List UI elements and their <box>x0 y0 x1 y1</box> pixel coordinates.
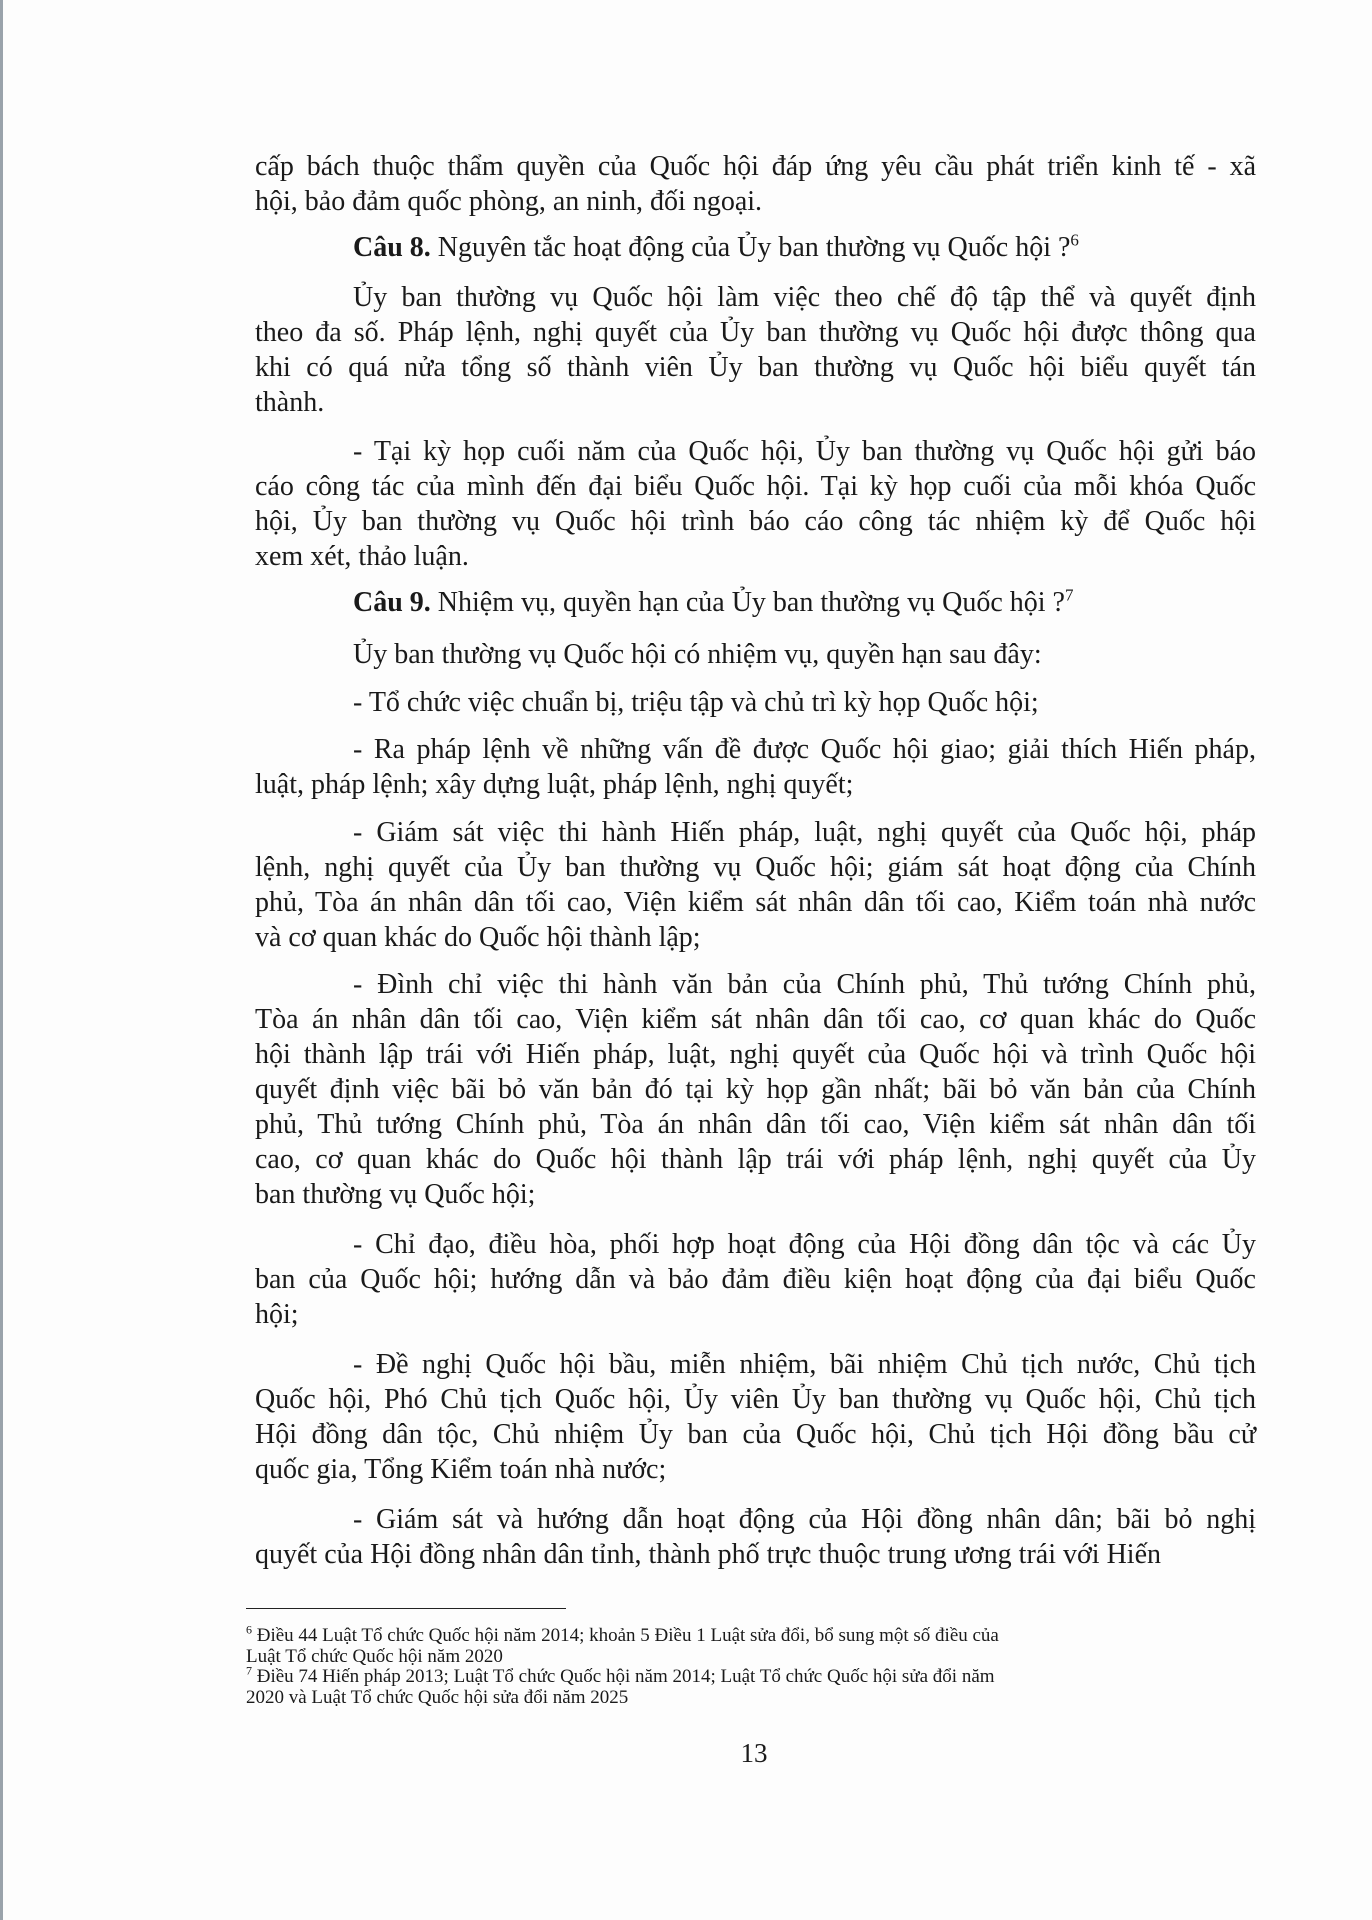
question-text: Nhiệm vụ, quyền hạn của Ủy ban thường vụ Quốc hội ? <box>430 587 1065 618</box>
list-item <box>255 1347 1256 1487</box>
footnote-ref: 7 <box>1064 585 1074 605</box>
footnote-separator <box>246 1608 566 1609</box>
paragraph-principle <box>255 280 1256 420</box>
text-line: và cơ quan khác do Quốc hội thành lập; <box>255 922 701 953</box>
footnote-text: Điều 44 Luật Tổ chức Quốc hội năm 2014; khoản 5 Điều 1 Luật sửa đổi, bổ sung một số điều của <box>252 1625 999 1646</box>
paragraph-continuation <box>255 149 1256 219</box>
question-9-heading <box>255 585 1256 620</box>
question-label: Câu 9. <box>353 587 431 618</box>
text-line: Ủy ban thường vụ Quốc hội làm việc theo chế độ tập thể và quyết định <box>353 282 1256 313</box>
list-item <box>255 1227 1256 1332</box>
text-line: phủ, Thủ tướng Chính phủ, Tòa án nhân dân tối cao, Viện kiểm sát nhân dân tối <box>255 1109 1256 1140</box>
footnote-7 <box>246 1663 1256 1688</box>
question-text: Nguyên tắc hoạt động của Ủy ban thường vụ Quốc hội ? <box>430 232 1071 263</box>
text-line: Ủy ban thường vụ Quốc hội có nhiệm vụ, quyền hạn sau đây: <box>353 639 1042 670</box>
text-line: quyết của Hội đồng nhân dân tỉnh, thành phố trực thuộc trung ương trái với Hiến <box>255 1539 1162 1570</box>
text-line: phủ, Tòa án nhân dân tối cao, Viện kiểm sát nhân dân tối cao, Kiểm toán nhà nước <box>255 887 1256 918</box>
text-line: cáo công tác của mình đến đại biểu Quốc hội. Tại kỳ họp cuối của mỗi khóa Quốc <box>255 471 1256 502</box>
text-line: cấp bách thuộc thẩm quyền của Quốc hội đáp ứng yêu cầu phát triển kinh tế - xã <box>255 151 1256 182</box>
footnote-ref: 6 <box>1070 230 1079 250</box>
text-line: khi có quá nửa tổng số thành viên Ủy ban thường vụ Quốc hội biểu quyết tán <box>255 352 1256 383</box>
text-line: Quốc hội, Phó Chủ tịch Quốc hội, Ủy viên Ủy ban thường vụ Quốc hội, Chủ tịch <box>255 1384 1256 1415</box>
footnotes <box>246 1622 1256 1708</box>
footnote-text: Điều 74 Hiến pháp 2013; Luật Tổ chức Quốc hội năm 2014; Luật Tổ chức Quốc hội sửa đổi năm <box>252 1666 995 1687</box>
text-line: - Giám sát và hướng dẫn hoạt động của Hội đồng nhân dân; bãi bỏ nghị <box>353 1504 1256 1535</box>
footnote-6-cont: Luật Tổ chức Quốc hội năm 2020 <box>246 1645 503 1667</box>
text-line: lệnh, nghị quyết của Ủy ban thường vụ Quốc hội; giám sát hoạt động của Chính <box>255 852 1256 883</box>
text-line: theo đa số. Pháp lệnh, nghị quyết của Ủy ban thường vụ Quốc hội được thông qua <box>255 317 1256 348</box>
text-line: quyết định việc bãi bỏ văn bản đó tại kỳ họp gần nhất; bãi bỏ văn bản của Chính <box>255 1074 1256 1105</box>
footnote-number: 7 <box>246 1663 252 1678</box>
text-line: hội; <box>255 1299 299 1330</box>
text-line: ban của Quốc hội; hướng dẫn và bảo đảm điều kiện hoạt động của đại biểu Quốc <box>255 1264 1256 1295</box>
question-8-heading <box>255 230 1256 265</box>
question-label: Câu 8. <box>353 232 431 263</box>
text-line: ban thường vụ Quốc hội; <box>255 1179 536 1210</box>
list-item <box>255 1502 1256 1572</box>
text-line: Tòa án nhân dân tối cao, Viện kiểm sát nhân dân tối cao, cơ quan khác do Quốc <box>255 1004 1256 1035</box>
paragraph-report <box>255 434 1256 574</box>
footnote-6 <box>246 1622 1256 1647</box>
list-item <box>255 967 1256 1212</box>
list-item <box>255 685 1256 720</box>
text-line: quốc gia, Tổng Kiểm toán nhà nước; <box>255 1454 667 1485</box>
list-item <box>255 732 1256 802</box>
text-line: thành. <box>255 387 325 418</box>
paragraph-duties-intro <box>255 637 1256 672</box>
text-line: hội, Ủy ban thường vụ Quốc hội trình báo cáo công tác nhiệm kỳ để Quốc hội <box>255 506 1256 537</box>
text-line: cao, cơ quan khác do Quốc hội thành lập trái với pháp lệnh, nghị quyết của Ủy <box>255 1144 1256 1175</box>
text-line: Hội đồng dân tộc, Chủ nhiệm Ủy ban của Quốc hội, Chủ tịch Hội đồng bầu cử <box>255 1419 1256 1450</box>
footnote-number: 6 <box>246 1622 252 1637</box>
text-line: - Giám sát việc thi hành Hiến pháp, luật, nghị quyết của Quốc hội, pháp <box>353 817 1256 848</box>
text-line: xem xét, thảo luận. <box>255 541 469 572</box>
text-line: - Đề nghị Quốc hội bầu, miễn nhiệm, bãi nhiệm Chủ tịch nước, Chủ tịch <box>353 1349 1256 1380</box>
text-line: hội thành lập trái với Hiến pháp, luật, nghị quyết của Quốc hội và trình Quốc hội <box>255 1039 1256 1070</box>
text-line: - Tại kỳ họp cuối năm của Quốc hội, Ủy ban thường vụ Quốc hội gửi báo <box>353 436 1256 467</box>
page-number: 13 <box>740 1738 768 1768</box>
text-line: luật, pháp lệnh; xây dựng luật, pháp lệnh, nghị quyết; <box>255 769 854 800</box>
text-line: - Chỉ đạo, điều hòa, phối hợp hoạt động của Hội đồng dân tộc và các Ủy <box>353 1229 1256 1260</box>
text-line: - Đình chỉ việc thi hành văn bản của Chính phủ, Thủ tướng Chính phủ, <box>353 969 1256 1000</box>
text-line: - Tổ chức việc chuẩn bị, triệu tập và chủ trì kỳ họp Quốc hội; <box>353 687 1039 718</box>
text-line: - Ra pháp lệnh về những vấn đề được Quốc hội giao; giải thích Hiến pháp, <box>353 734 1256 765</box>
text-line: hội, bảo đảm quốc phòng, an ninh, đối ngoại. <box>255 186 763 217</box>
footnote-7-cont: 2020 và Luật Tổ chức Quốc hội sửa đổi năm 2025 <box>246 1686 629 1708</box>
list-item <box>255 815 1256 955</box>
